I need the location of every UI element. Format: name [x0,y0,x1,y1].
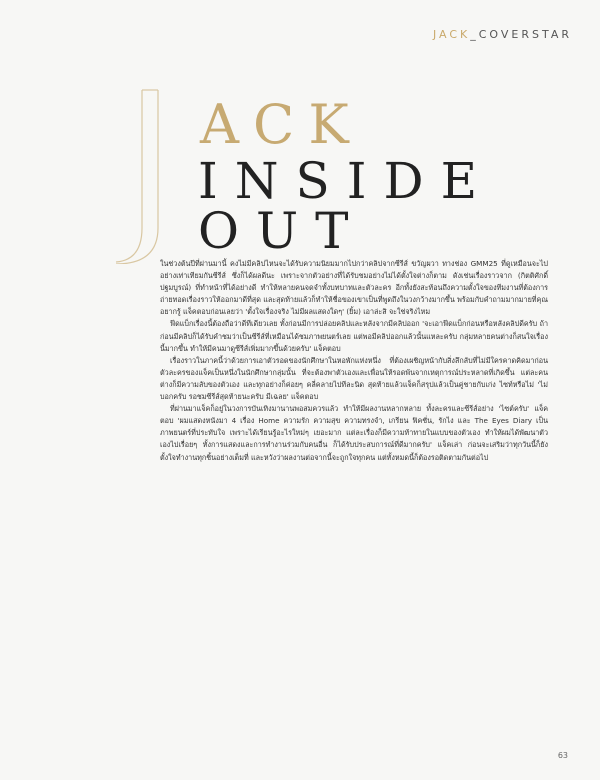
header-label: _COVERSTAR [470,28,572,41]
title-line-bottom: INSIDE OUT [198,152,495,260]
page-number: 63 [557,751,568,760]
title-line-top: ACK [200,93,363,156]
header-accent: JACK [432,28,471,41]
section-header [433,28,572,41]
article-paragraph: เรื่องราวในภาคนี้ว่าด้วยการเอาตัวรอดของนักศึกษาในหอพักแห่งหนึ่ง ที่ต้องเผชิญหน้ากับสิ่งลึกลับที่ไม่มีใครคาดคิดมาก่อน ตัวละครของแจ็คเป็นหนึ่งในนักศึกษากลุ่มนั้น ที่จะต้องพาตัวเองและเพื่อนให้รอดพ้นจากเหตุการณ์ประหลาดที่เกิดขึ้น แต่ละคนต่างก็มีความลับของตัวเอง และทุกอย่างก็ค่อยๆ คลี่คลายไปทีละนิด สุดท้ายแล้วแจ็คก็สรุปแล้วเป็นคู่ชายกับเก่ง ไซท์หรือไม่ 'ไม่บอกครับ รอชมซีรีส์สุดท้ายนะครับ มีเฉลย' แจ็คตอบ [160,355,548,402]
article-paragraph: ฟีดแบ็กเรื่องนี้ต้องถือว่าดีทีเดียวเลย ทั้งก่อนมีการปล่อยคลิปและหลังจากมีคลิปออก 'จะเอาฟีดแบ็กก่อนหรือหลังคลิปดีครับ ถ้าก่อนมีคลิปก็ได้รับคำชมว่าเป็นซีรีส์ที่เหมือนได้ชมภาพยนตร์เลย แต่พอมีคลิปออกแล้วนั้นแหละครับ กลุ่มหลายคนต่างก็สนใจเรื่องนี้มากขึ้น ทำให้มีคนมาดูซีรีส์เพิ่มมากขึ้นด้วยครับ' แจ็คตอบ [160,319,548,353]
article-paragraph: ในช่วงต้นปีที่ผ่านมานี้ คงไม่มีคลิปไหนจะได้รับความนิยมมากไปกว่าคลิปจากซีรีส์ ขวัญผวา ทางช่อง GMM25 ที่ดูเหมือนจะไปอย่างเท่าเทียมกันซีรีส์ ซึ่งก็ได้ผลดีนะ เพราะจากตัวอย่างที่ได้รับชมอย่างไม่ได้ตั้งใจต่างก็ตาม ดังเช่นเรื่องราวจาก (กิตติศักดิ์ ปฐมบูรณ์) ที่ทำหน้าที่ได้อย่างดี ทำให้หลายคนจดจำทั้งบทบาทและตัวละคร อีกทั้งยังสะท้อนถึงความตั้งใจของทีมงานที่ต้องการถ่ายทอดเรื่องราวให้ออกมาดีที่สุด และสุดท้ายแล้วก็ทำให้ชื่อของเขาเป็นที่พูดถึงในวงกว้างมากขึ้น พร้อมกับคำถามมากมายที่คุณอยากรู้ แจ็คตอบก่อนเลยว่า 'ตั้งใจเรื่องจริง ไม่มีผลแสดงใดๆ' (ยิ้ม) เอาล่ะสิ จะใช่จริงไหม [160,259,548,317]
large-j-outline-letter [112,88,160,264]
article-body [160,258,548,464]
article-paragraph: ที่ผ่านมาแจ็คก็อยู่ในวงการบันเทิงมานานพอสมควรแล้ว ทำให้มีผลงานหลากหลาย ทั้งละครและซีรีส์อย่าง 'ไซต์ครับ' แจ็คตอบ 'ผมแสดงหนังมา 4 เรื่อง Home ความรัก ความสุข ความทรงจำ, เกรียน ฟิคชั่น, รักไง และ The Eyes Diary เป็นภาพยนตร์ที่ประทับใจ เพราะได้เรียนรู้อะไรใหม่ๆ เยอะมาก แต่ละเรื่องก็มีความท้าทายในแบบของตัวเอง ทำให้ผมได้พัฒนาตัวเองไปเรื่อยๆ ทั้งการแสดงและการทำงานร่วมกับคนอื่น ก็ได้รับประสบการณ์ที่ดีมากครับ' แจ็คเล่า ก่อนจะเสริมว่าทุกวันนี้ก็ยังตั้งใจทำงานทุกชิ้นอย่างเต็มที่ และหวังว่าผลงานต่อจากนี้จะถูกใจทุกคน แต่ทั้งหมดนี้ก็ต้องรอติดตามกันต่อไป [160,404,548,462]
